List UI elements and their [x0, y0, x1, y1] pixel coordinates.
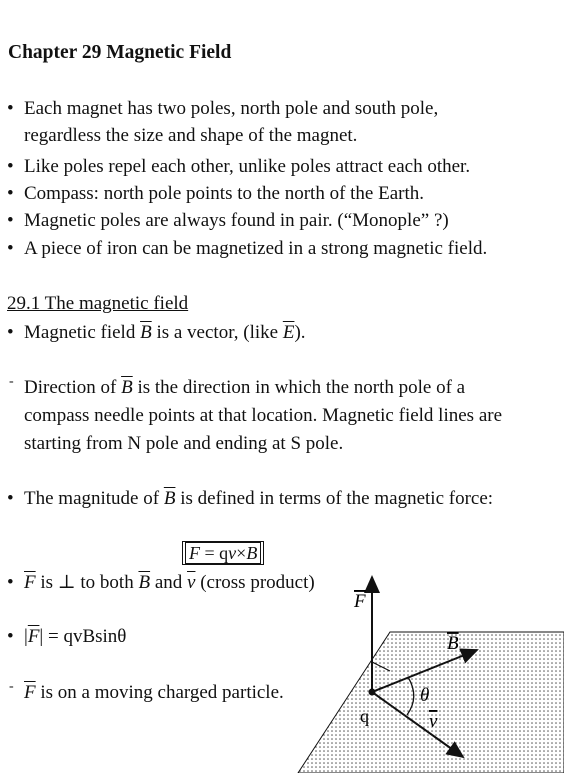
bullet-icon: •	[7, 156, 14, 177]
list-item-text: regardless the size and shape of the magnet.	[24, 125, 358, 146]
bullet-icon: •	[7, 572, 14, 593]
force-formula-box: $\overline{F} = q\overline{v}\times\overline{B}$	[182, 541, 264, 565]
tick-mark-icon: -	[9, 374, 14, 389]
list-item-text: Like poles repel each other, unlike poles attract each other.	[24, 156, 471, 177]
list-item-continuation	[0, 123, 564, 149]
list-item-text: starting from N pole and ending at S pole.	[24, 433, 344, 454]
field-label: B	[447, 633, 459, 654]
section-title: 29.1 The magnetic field	[7, 293, 189, 314]
list-item-text: Magnetic poles are always found in pair. (“Monople” ?)	[24, 210, 449, 231]
list-item-text: The magnitude of $\overline{B}$ is defined in terms of the magnetic force:	[24, 488, 494, 509]
velocity-label: v	[429, 711, 438, 732]
list-item-text: $\overline{F}$ is ⊥ to both $\overline{B}$ and $\overline{v}$ (cross product)	[24, 572, 315, 593]
list-item	[0, 680, 300, 706]
vector-b-symbol: $\overline{B}$	[163, 488, 176, 509]
vector-e-symbol: $\overline{E}$	[282, 322, 295, 343]
list-item	[0, 624, 290, 650]
list-item-text: $|\overline{F}| = qvBsin\theta$	[24, 626, 127, 647]
list-item-text: compass needle points at that location. Magnetic field lines are	[24, 405, 503, 426]
list-item-continuation	[0, 431, 564, 457]
list-item	[0, 236, 564, 262]
list-item-text: Magnetic field $\overline{B}$ is a vector, (like $\overline{E}$).	[24, 322, 306, 343]
list-item	[0, 181, 564, 207]
list-item	[0, 320, 564, 346]
force-vector-diagram	[290, 565, 564, 773]
vector-b-symbol: $\overline{B}$	[140, 322, 152, 343]
list-item	[0, 208, 564, 234]
charge-label: q	[360, 706, 369, 726]
list-item	[0, 154, 564, 180]
list-item	[0, 96, 564, 122]
charge-point	[369, 689, 376, 696]
list-item-text: $\overline{F}$ is on a moving charged particle.	[24, 682, 284, 703]
list-item	[0, 375, 564, 401]
list-item-text: Compass: north pole points to the north of the Earth.	[24, 183, 425, 204]
bullet-icon: •	[7, 210, 14, 231]
list-item-text: Each magnet has two poles, north pole and south pole,	[24, 98, 439, 119]
bullet-icon: •	[7, 322, 14, 343]
list-item-text: A piece of iron can be magnetized in a strong magnetic field.	[24, 238, 488, 259]
bullet-icon: •	[7, 98, 14, 119]
theta-label: θ	[420, 685, 430, 706]
bullet-icon: •	[7, 626, 14, 647]
list-item	[0, 486, 564, 512]
chapter-title: Chapter 29 Magnetic Field	[8, 42, 232, 63]
bullet-icon: •	[7, 488, 14, 509]
bullet-icon: •	[7, 183, 14, 204]
vector-b-symbol: $\overline{B}$	[121, 377, 133, 398]
list-item-continuation	[0, 403, 564, 429]
list-item-text: Direction of $\overline{B}$ is the direction in which the north pole of a	[24, 377, 466, 398]
bullet-icon: •	[7, 238, 14, 259]
plane-surface	[298, 632, 564, 773]
tick-mark-icon: -	[9, 679, 14, 694]
force-label: F	[354, 591, 366, 612]
